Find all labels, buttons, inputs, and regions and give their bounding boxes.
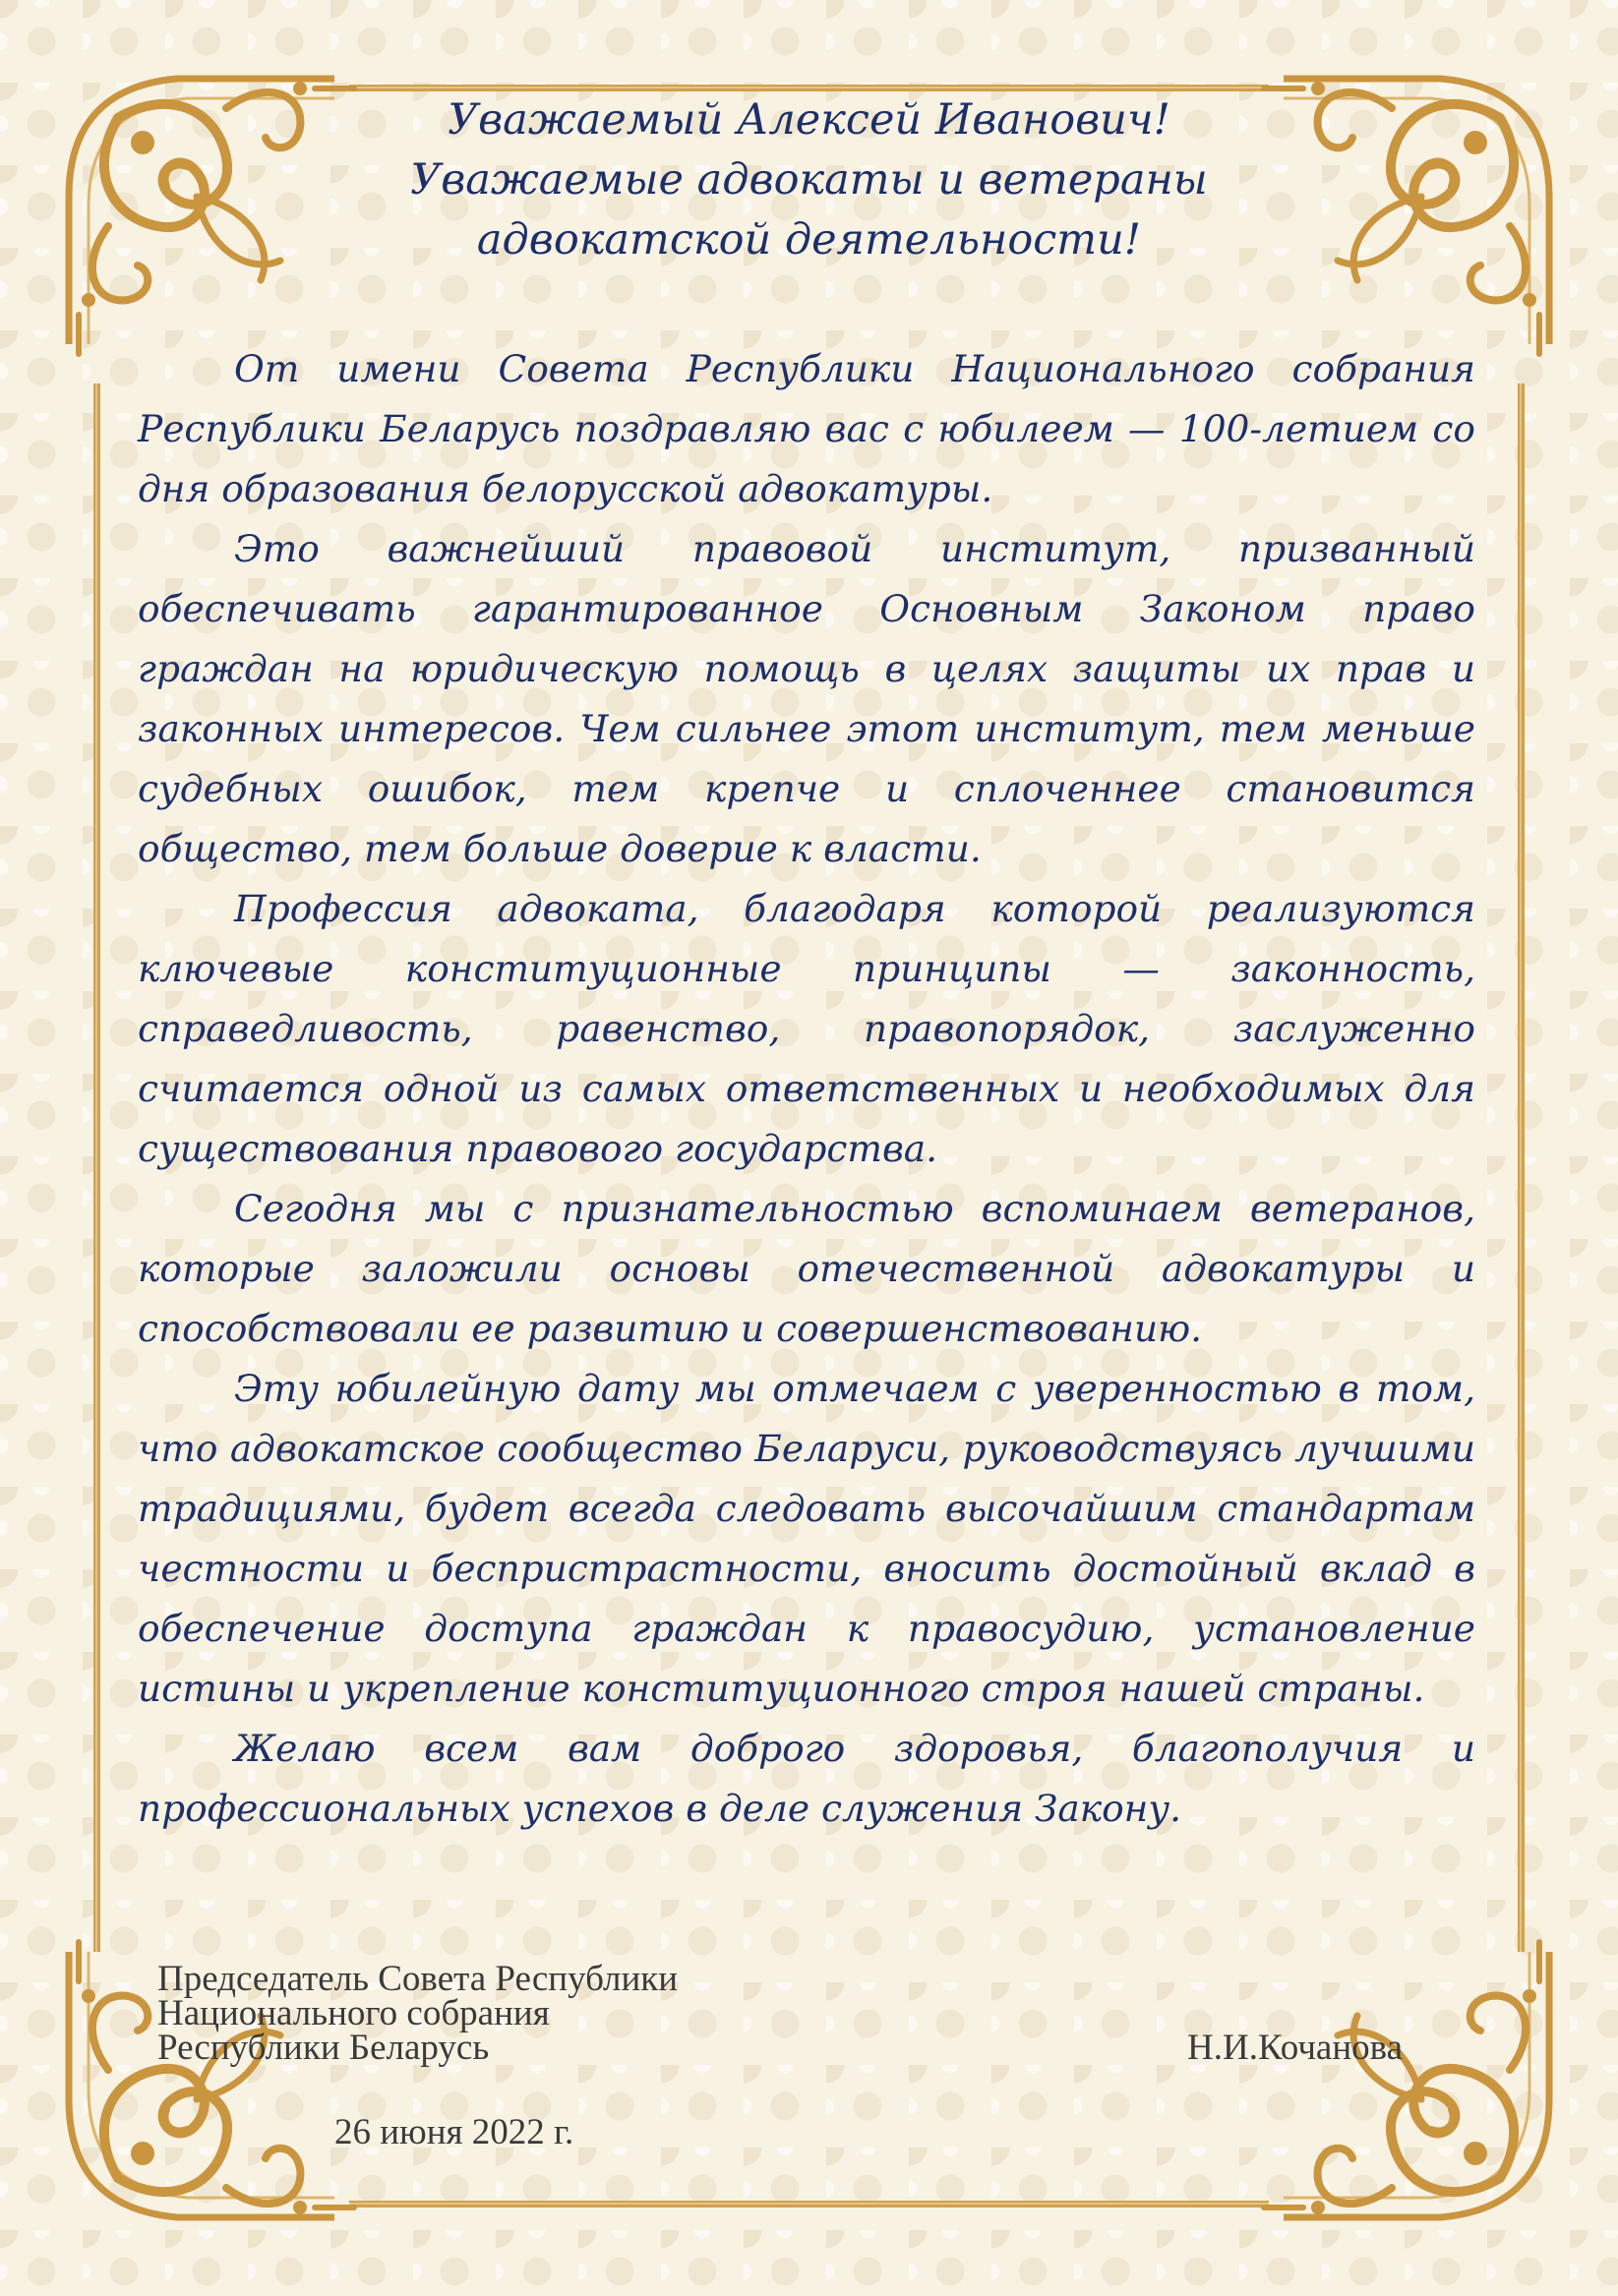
- salutation-line: Уважаемый Алексей Иванович!: [448, 95, 1170, 145]
- frame-border-bottom: [349, 2201, 1269, 2208]
- signatory-name: Н.И.Кочанова: [1187, 2028, 1404, 2068]
- letter-paragraph: Желаю всем вам доброго здоровья, благополучия и профессиональных успехов в деле служения Закону.: [138, 1727, 1475, 1830]
- letter-paragraph: Профессия адвоката, благодаря которой реализуются ключевые конституционные принципы — законность, справедливость, равенство, правопорядок, заслуженно считается одной из самых ответственных и необходимых для существования правового государства.: [138, 887, 1475, 1170]
- position-line: Председатель Совета Республики: [157, 1959, 679, 1999]
- letter-date: 26 июня 2022 г.: [334, 2112, 574, 2152]
- salutation-line: адвокатской деятельности!: [476, 215, 1142, 265]
- corner-ornament-icon: [1244, 1922, 1569, 2247]
- signatory-position: [157, 1959, 679, 2068]
- letter-paragraph: От имени Совета Республики Национального собрания Республики Беларусь поздравляю вас с юбилеем — 100-летием со дня образования белорусской адвокатуры.: [138, 347, 1475, 510]
- frame-border-right: [1518, 383, 1525, 1952]
- position-line: Национального собрания: [157, 1993, 550, 2033]
- frame-border-left: [93, 383, 100, 1952]
- salutation-line: Уважаемые адвокаты и ветераны: [410, 155, 1208, 205]
- letter-paragraph: Это важнейший правовой институт, призванный обеспечивать гарантированное Основным Законом право граждан на юридическую помощь в целях защиты их прав и законных интересов. Чем сильнее этот институт, тем меньше судебных ошибок, тем крепче и сплоченнее становится общество, тем больше доверие к власти.: [138, 527, 1475, 870]
- letter-body: [138, 339, 1475, 1839]
- letter-paragraph: Эту юбилейную дату мы отмечаем с уверенностью в том, что адвокатское сообщество Беларуси, руководствуясь лучшими традициями, будет всегда следовать высочайшим стандартам честности и беспристрастности, вносить достойный вклад в обеспечение доступа граждан к правосудию, установление истины и укрепление конституционного строя нашей страны.: [138, 1367, 1475, 1710]
- position-line: Республики Беларусь: [157, 2028, 490, 2068]
- letter-salutation: [295, 90, 1323, 270]
- letter-paragraph: Сегодня мы с признательностью вспоминаем ветеранов, которые заложили основы отечественной адвокатуры и способствовали ее развитию и совершенствованию.: [138, 1187, 1475, 1350]
